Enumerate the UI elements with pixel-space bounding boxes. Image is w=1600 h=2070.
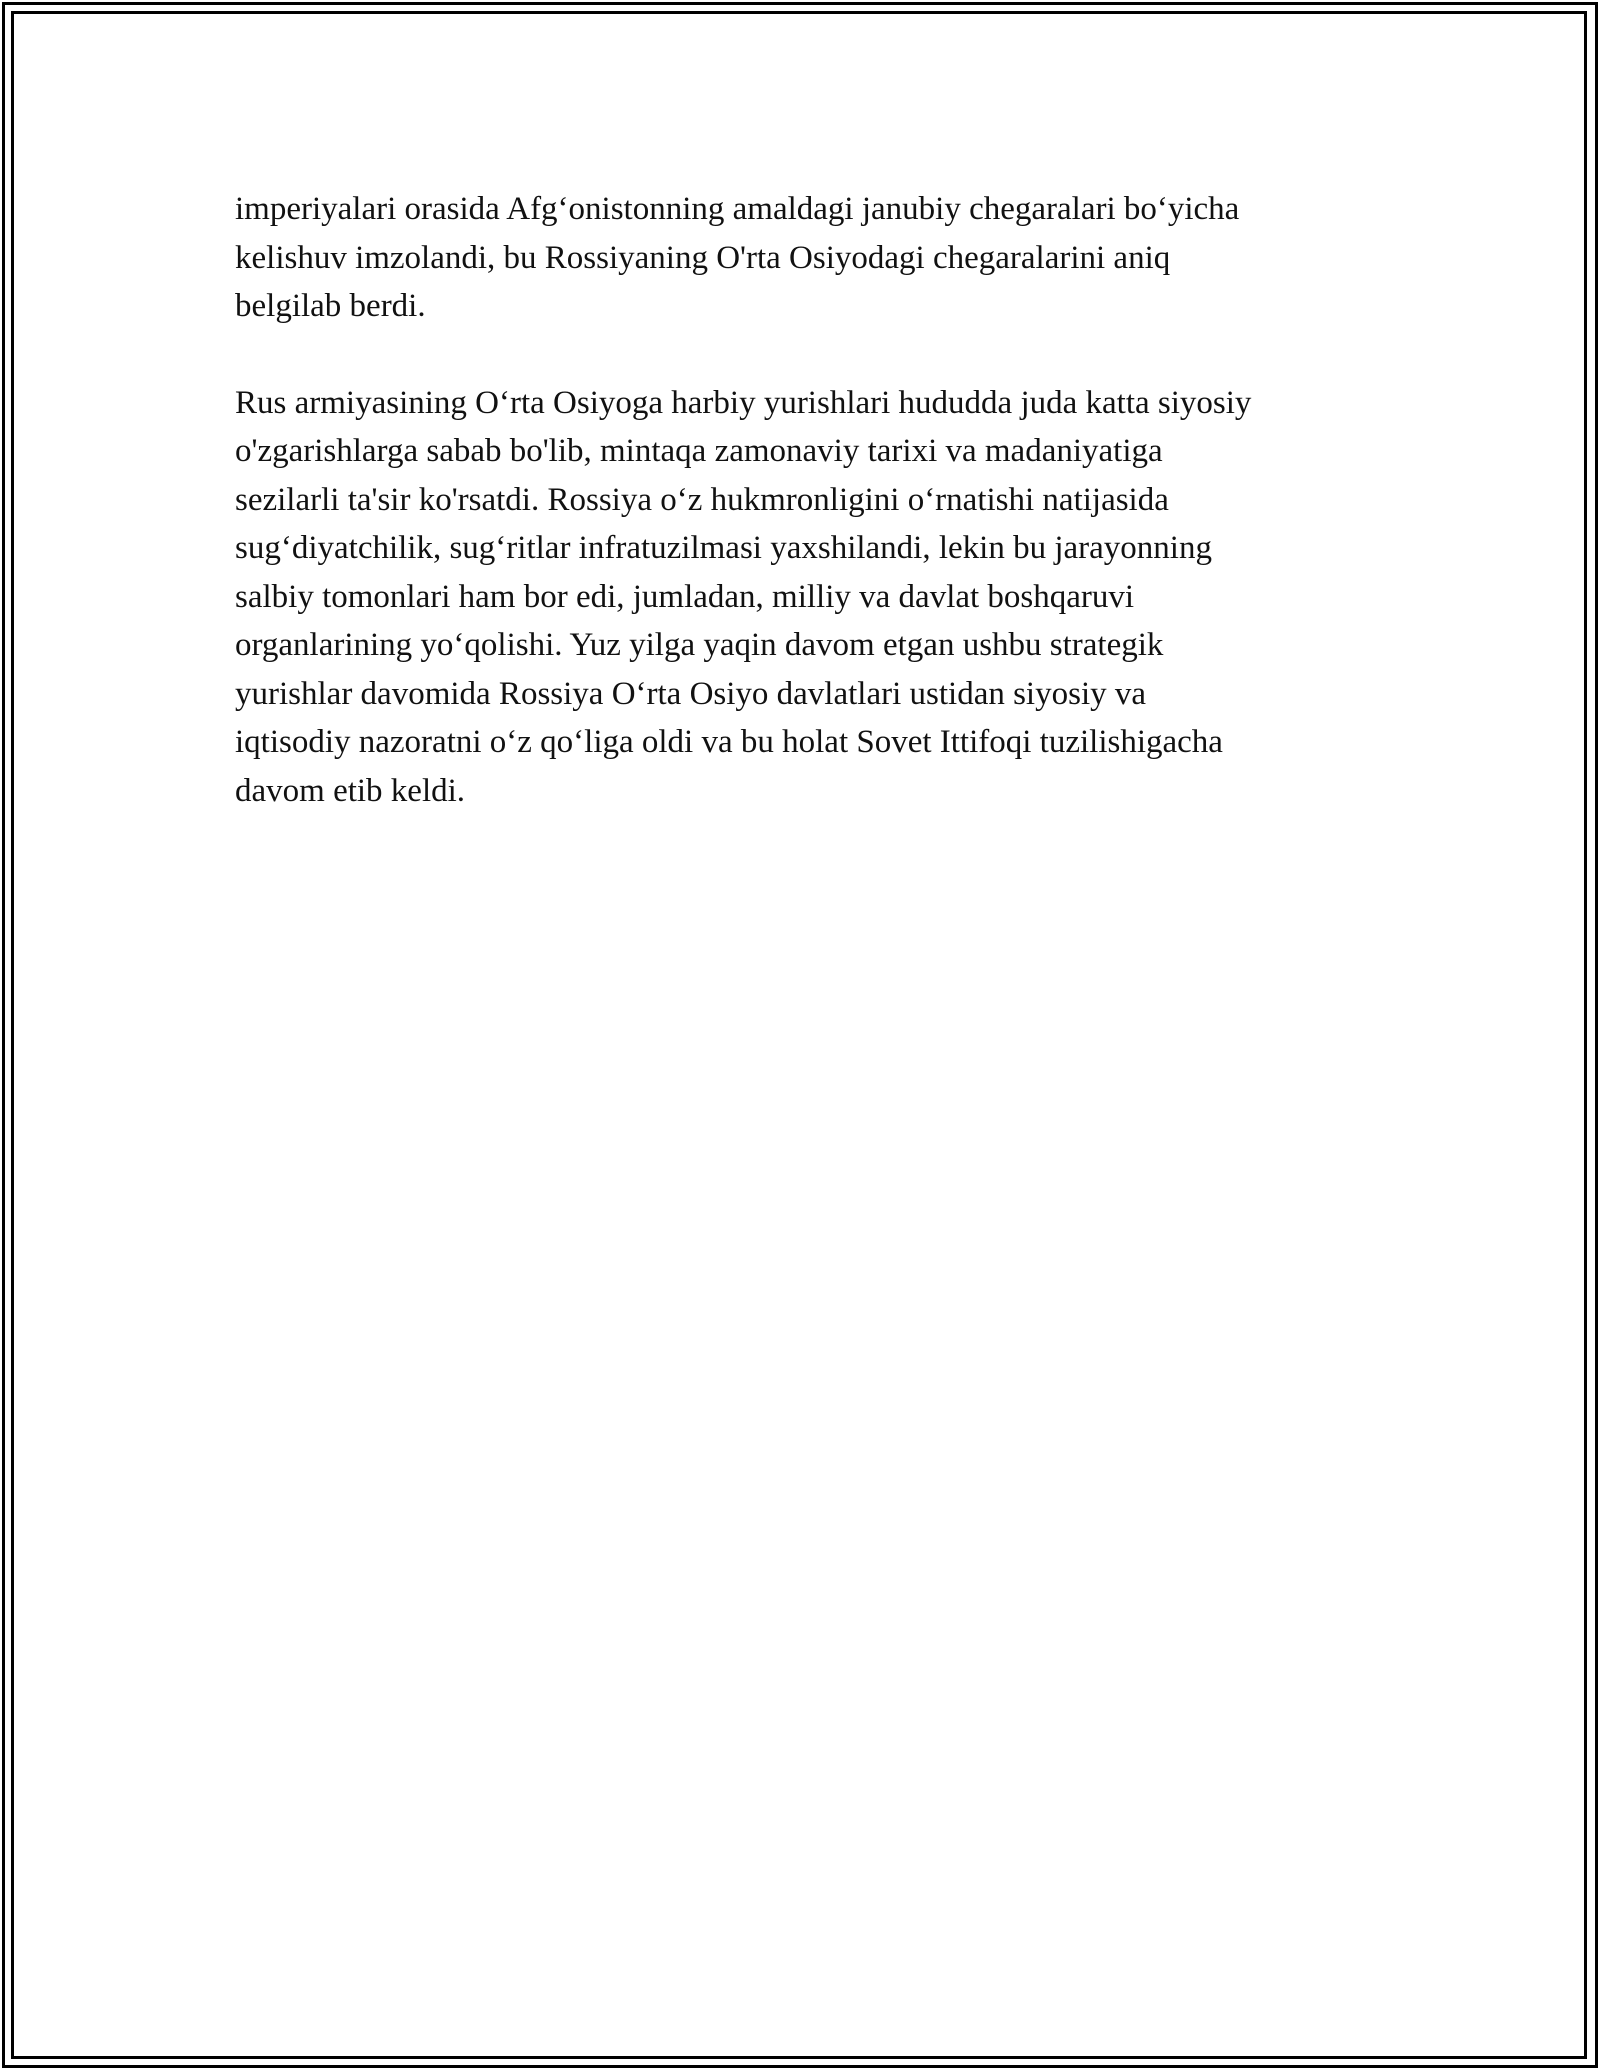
text-line: sug‘diyatchilik, sug‘ritlar infratuzilmasi yaxshilandi, lekin bu jarayonning	[235, 530, 1212, 566]
text-line: belgilab berdi.	[235, 288, 426, 324]
text-line: imperiyalari orasida Afg‘onistonning amaldagi janubiy chegaralari bo‘yicha	[235, 191, 1240, 227]
text-line: davom etib keldi.	[235, 772, 466, 809]
text-line: iqtisodiy nazoratni o‘z qo‘liga oldi va bu holat Sovet Ittifoqi tuzilishigacha	[235, 724, 1223, 760]
paragraph-1	[235, 185, 1385, 331]
text-line: o'zgarishlarga sabab bo'lib, mintaqa zamonaviy tarixi va madaniyatiga	[235, 433, 1163, 469]
text-line: sezilarli ta'sir ko'rsatdi. Rossiya o‘z hukmronligini o‘rnatishi natijasida	[235, 481, 1169, 518]
paragraph-2	[235, 379, 1385, 816]
document-body	[235, 185, 1385, 815]
text-line: Rus armiyasining O‘rta Osiyoga harbiy yurishlari hududda juda katta siyosiy	[235, 384, 1252, 421]
text-line: yurishlar davomida Rossiya O‘rta Osiyo davlatlari ustidan siyosiy va	[235, 675, 1147, 712]
text-line: organlarining yo‘qolishi. Yuz yilga yaqin davom etgan ushbu strategik	[235, 627, 1164, 663]
text-line: kelishuv imzolandi, bu Rossiyaning O'rta Osiyodagi chegaralarini aniq	[235, 239, 1171, 276]
text-line: salbiy tomonlari ham bor edi, jumladan, milliy va davlat boshqaruvi	[235, 578, 1135, 615]
